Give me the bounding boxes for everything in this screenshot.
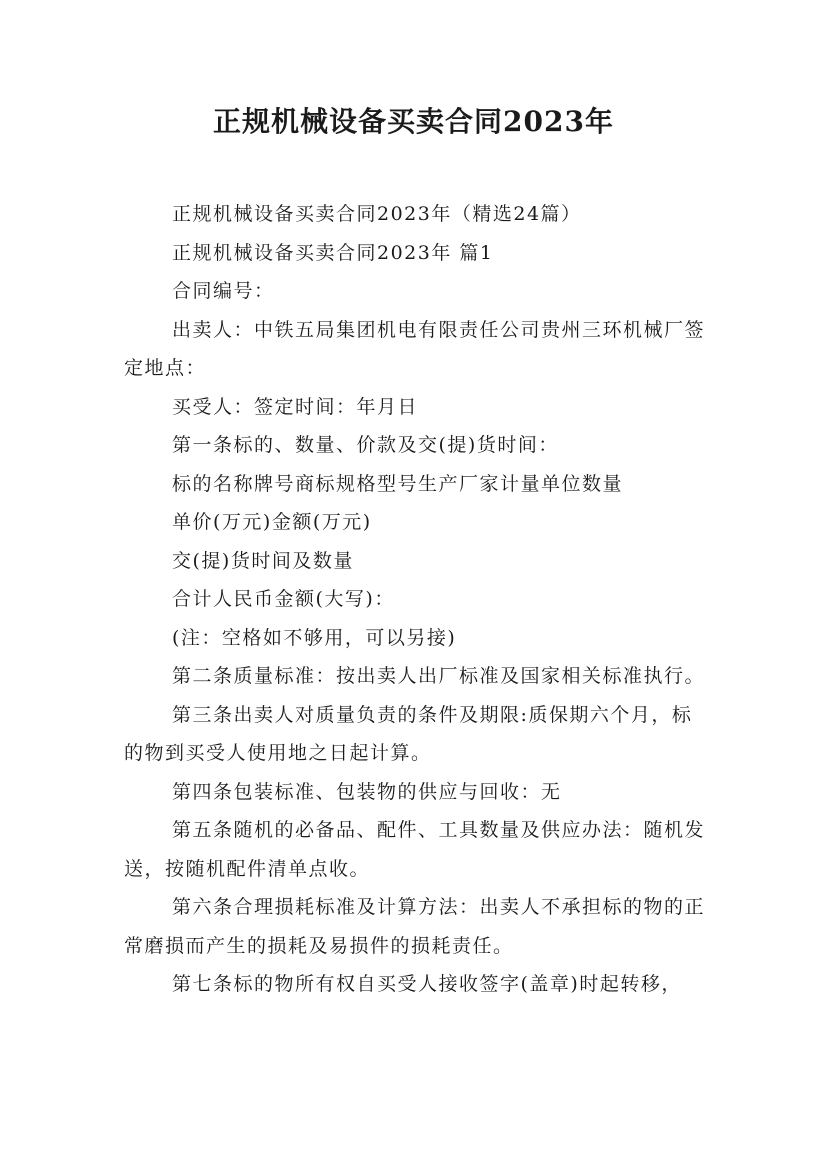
paragraph: 第六条合理损耗标准及计算方法：出卖人不承担标的物的正常磨损而产生的损耗及易损件的损耗责任。: [124, 896, 706, 957]
paragraph: 第二条质量标准：按出卖人出厂标准及国家相关标准执行。: [172, 665, 706, 687]
paragraph: 标的名称牌号商标规格型号生产厂家计量单位数量: [172, 472, 624, 495]
paragraph: 正规机械设备买卖合同2023年 篇1: [172, 241, 494, 264]
paragraph: (注：空格如不够用，可以另接): [172, 626, 457, 649]
paragraph: 正规机械设备买卖合同2023年（精选24篇）: [172, 203, 582, 225]
paragraph: 合同编号：: [172, 280, 275, 302]
paragraph: 第四条包装标准、包装物的供应与回收：无: [172, 780, 562, 803]
document-title: 正规机械设备买卖合同2023年: [213, 105, 614, 138]
paragraph: 第三条出卖人对质量负责的条件及期限:质保期六个月，标的物到买受人使用地之日起计算。: [124, 703, 693, 764]
paragraph: 单价(万元)金额(万元): [172, 511, 372, 533]
document-body: [124, 195, 709, 1004]
paragraph: 合计人民币金额(大写)：: [172, 588, 395, 610]
paragraph: 第一条标的、数量、价款及交(提)货时间：: [172, 434, 559, 456]
paragraph: 买受人：签定时间：年月日: [172, 395, 419, 418]
paragraph: 第七条标的物所有权自买受人接收签字(盖章)时起转移，: [172, 973, 682, 995]
paragraph: 第五条随机的必备品、配件、工具数量及供应办法：随机发送，按随机配件清单点收。: [124, 819, 706, 880]
paragraph: 交(提)货时间及数量: [172, 549, 354, 572]
paragraph: 出卖人：中铁五局集团机电有限责任公司贵州三环机械厂签定地点：: [124, 318, 706, 379]
